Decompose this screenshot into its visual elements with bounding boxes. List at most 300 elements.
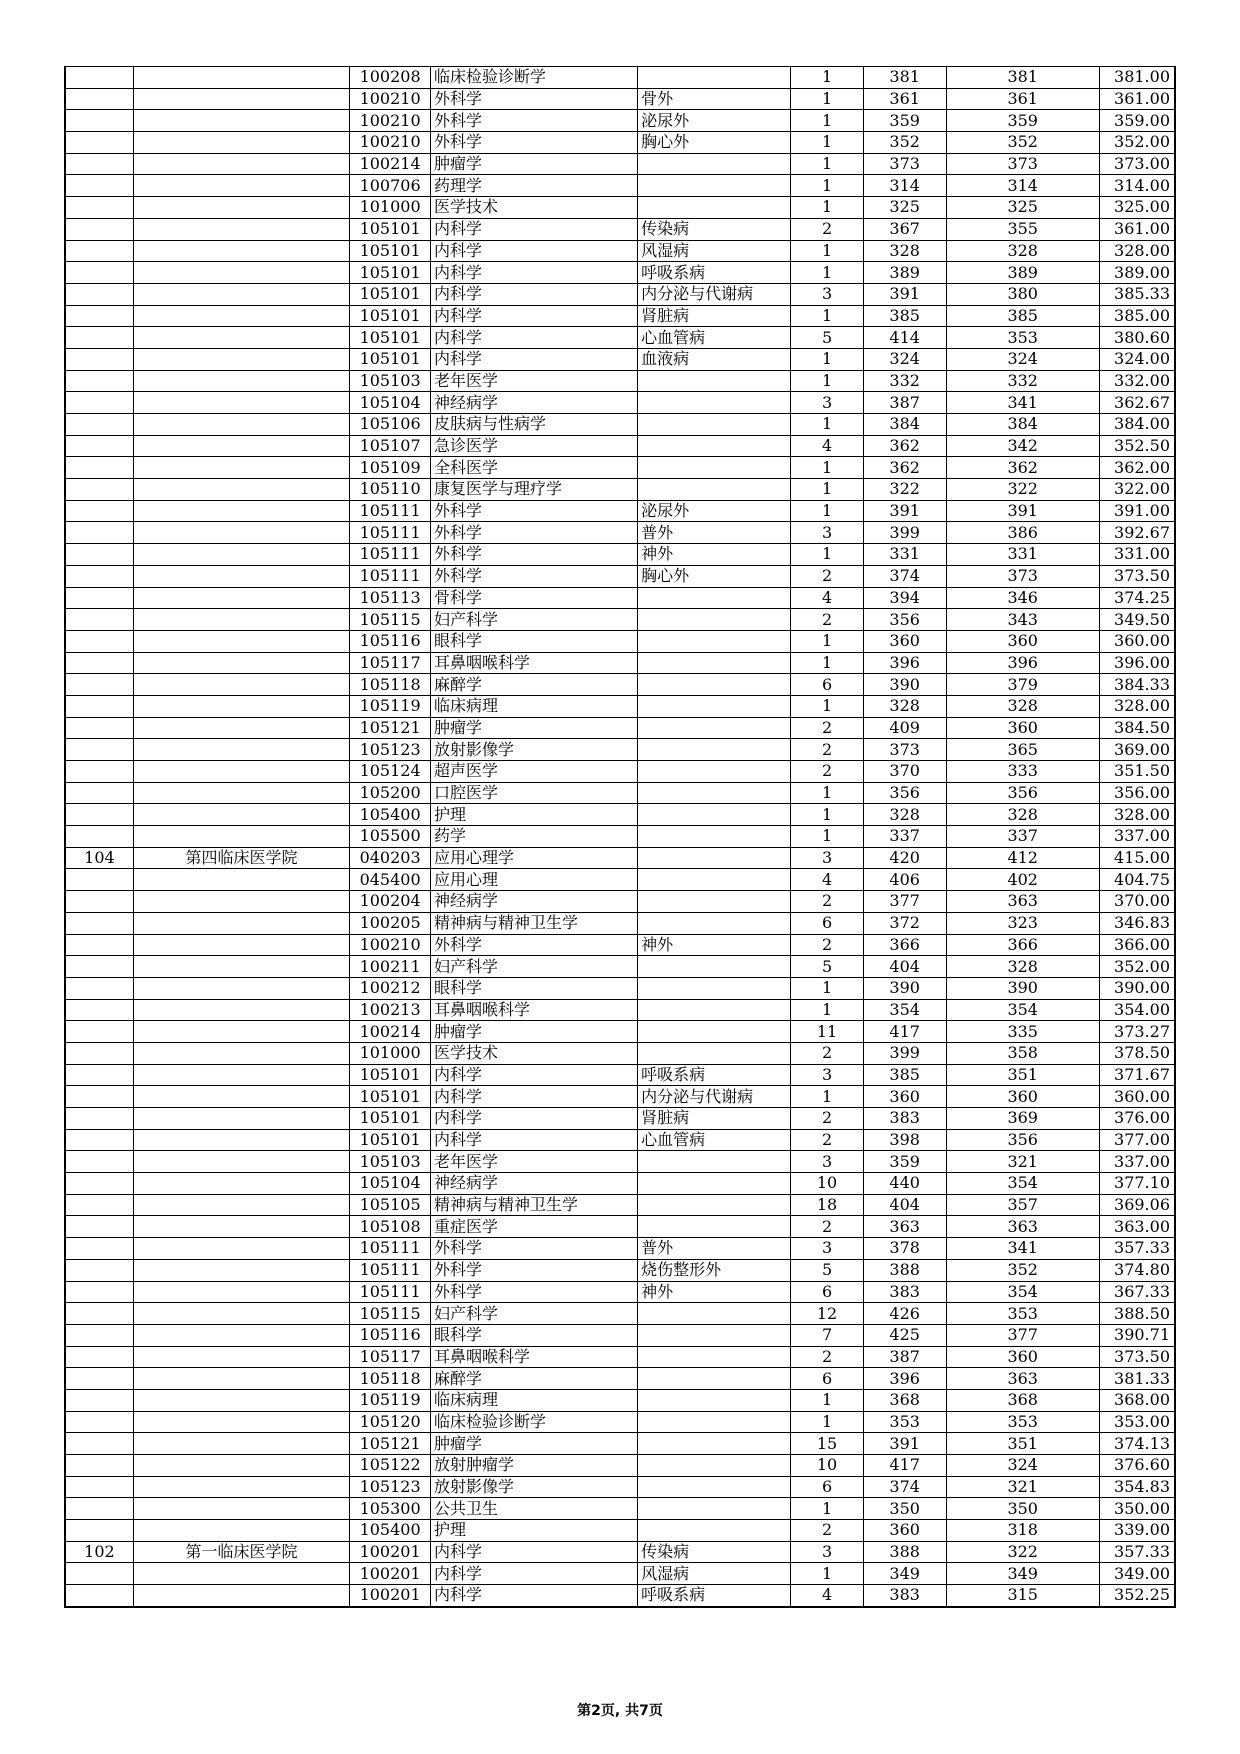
major-name-cell: 临床检验诊断学 xyxy=(430,67,637,89)
major-name-cell: 内科学 xyxy=(430,1541,637,1563)
major-name-cell: 耳鼻咽喉科学 xyxy=(430,652,637,674)
direction-cell xyxy=(638,1476,791,1498)
admitted-count-cell: 1 xyxy=(791,88,863,110)
avg-score-cell: 371.67 xyxy=(1099,1064,1175,1086)
major-code-cell: 105101 xyxy=(350,1129,431,1151)
avg-score-cell: 352.00 xyxy=(1099,956,1175,978)
admitted-count-cell: 5 xyxy=(791,1259,863,1281)
min-score-cell: 328 xyxy=(946,240,1099,262)
direction-cell: 普外 xyxy=(638,522,791,544)
college-name-cell xyxy=(133,891,349,913)
major-code-cell: 100208 xyxy=(350,67,431,89)
major-name-cell: 妇产科学 xyxy=(430,956,637,978)
max-score-cell: 374 xyxy=(863,1476,946,1498)
table-row xyxy=(65,153,1175,175)
avg-score-cell: 384.50 xyxy=(1099,717,1175,739)
admitted-count-cell: 1 xyxy=(791,197,863,219)
college-name-cell xyxy=(133,153,349,175)
direction-cell: 胸心外 xyxy=(638,132,791,154)
direction-cell xyxy=(638,1455,791,1477)
college-name-cell xyxy=(133,1433,349,1455)
avg-score-cell: 322.00 xyxy=(1099,479,1175,501)
avg-score-cell: 328.00 xyxy=(1099,804,1175,826)
major-code-cell: 105104 xyxy=(350,392,431,414)
min-score-cell: 386 xyxy=(946,522,1099,544)
direction-cell: 呼吸系病 xyxy=(638,1064,791,1086)
major-name-cell: 内科学 xyxy=(430,305,637,327)
major-name-cell: 药学 xyxy=(430,826,637,848)
avg-score-cell: 337.00 xyxy=(1099,826,1175,848)
avg-score-cell: 373.00 xyxy=(1099,153,1175,175)
major-code-cell: 105119 xyxy=(350,695,431,717)
major-code-cell: 105109 xyxy=(350,457,431,479)
admitted-count-cell: 6 xyxy=(791,1368,863,1390)
college-name-cell xyxy=(133,197,349,219)
direction-cell: 胸心外 xyxy=(638,565,791,587)
max-score-cell: 406 xyxy=(863,869,946,891)
unit-id-cell xyxy=(65,652,133,674)
avg-score-cell: 404.75 xyxy=(1099,869,1175,891)
unit-id-cell xyxy=(65,1086,133,1108)
table-row xyxy=(65,240,1175,262)
avg-score-cell: 350.00 xyxy=(1099,1498,1175,1520)
min-score-cell: 351 xyxy=(946,1064,1099,1086)
major-name-cell: 急诊医学 xyxy=(430,435,637,457)
major-name-cell: 眼科学 xyxy=(430,630,637,652)
college-name-cell xyxy=(133,869,349,891)
max-score-cell: 387 xyxy=(863,392,946,414)
max-score-cell: 359 xyxy=(863,110,946,132)
admitted-count-cell: 3 xyxy=(791,1151,863,1173)
max-score-cell: 399 xyxy=(863,1042,946,1064)
min-score-cell: 389 xyxy=(946,262,1099,284)
min-score-cell: 351 xyxy=(946,1433,1099,1455)
admitted-count-cell: 2 xyxy=(791,717,863,739)
max-score-cell: 360 xyxy=(863,1520,946,1542)
table-row xyxy=(65,1129,1175,1151)
table-row xyxy=(65,67,1175,89)
max-score-cell: 368 xyxy=(863,1389,946,1411)
major-code-cell: 100211 xyxy=(350,956,431,978)
major-code-cell: 105108 xyxy=(350,1216,431,1238)
major-name-cell: 老年医学 xyxy=(430,370,637,392)
major-code-cell: 105103 xyxy=(350,1151,431,1173)
min-score-cell: 363 xyxy=(946,1368,1099,1390)
college-name-cell xyxy=(133,67,349,89)
unit-id-cell xyxy=(65,1216,133,1238)
table-row xyxy=(65,934,1175,956)
major-code-cell: 105101 xyxy=(350,1064,431,1086)
admitted-count-cell: 6 xyxy=(791,674,863,696)
avg-score-cell: 374.80 xyxy=(1099,1259,1175,1281)
direction-cell: 骨外 xyxy=(638,88,791,110)
min-score-cell: 357 xyxy=(946,1194,1099,1216)
min-score-cell: 352 xyxy=(946,1259,1099,1281)
table-row xyxy=(65,522,1175,544)
unit-id-cell xyxy=(65,414,133,436)
table-row xyxy=(65,1194,1175,1216)
major-name-cell: 内科学 xyxy=(430,348,637,370)
admitted-count-cell: 2 xyxy=(791,761,863,783)
unit-id-cell xyxy=(65,110,133,132)
unit-id-cell xyxy=(65,1368,133,1390)
max-score-cell: 352 xyxy=(863,132,946,154)
major-code-cell: 105111 xyxy=(350,1238,431,1260)
direction-cell xyxy=(638,891,791,913)
min-score-cell: 343 xyxy=(946,609,1099,631)
unit-id-cell xyxy=(65,956,133,978)
avg-score-cell: 388.50 xyxy=(1099,1303,1175,1325)
avg-score-cell: 390.00 xyxy=(1099,977,1175,999)
college-name-cell xyxy=(133,1476,349,1498)
max-score-cell: 356 xyxy=(863,609,946,631)
major-code-cell: 105200 xyxy=(350,782,431,804)
college-name-cell xyxy=(133,522,349,544)
major-name-cell: 内科学 xyxy=(430,1563,637,1585)
major-code-cell: 105101 xyxy=(350,305,431,327)
major-code-cell: 105101 xyxy=(350,348,431,370)
unit-id-cell xyxy=(65,1042,133,1064)
major-name-cell: 麻醉学 xyxy=(430,1368,637,1390)
direction-cell xyxy=(638,153,791,175)
table-row xyxy=(65,1151,1175,1173)
major-code-cell: 100201 xyxy=(350,1541,431,1563)
avg-score-cell: 325.00 xyxy=(1099,197,1175,219)
college-name-cell xyxy=(133,609,349,631)
college-name-cell xyxy=(133,630,349,652)
college-name-cell xyxy=(133,804,349,826)
admitted-count-cell: 1 xyxy=(791,414,863,436)
major-name-cell: 护理 xyxy=(430,1520,637,1542)
min-score-cell: 356 xyxy=(946,782,1099,804)
college-name-cell xyxy=(133,1563,349,1585)
major-name-cell: 内科学 xyxy=(430,1086,637,1108)
college-name-cell xyxy=(133,674,349,696)
avg-score-cell: 391.00 xyxy=(1099,500,1175,522)
avg-score-cell: 374.13 xyxy=(1099,1433,1175,1455)
admitted-count-cell: 1 xyxy=(791,1498,863,1520)
major-name-cell: 精神病与精神卫生学 xyxy=(430,912,637,934)
max-score-cell: 409 xyxy=(863,717,946,739)
unit-id-cell xyxy=(65,370,133,392)
min-score-cell: 362 xyxy=(946,457,1099,479)
major-code-cell: 105101 xyxy=(350,218,431,240)
min-score-cell: 356 xyxy=(946,1129,1099,1151)
table-row xyxy=(65,88,1175,110)
admitted-count-cell: 6 xyxy=(791,1476,863,1498)
direction-cell: 泌尿外 xyxy=(638,500,791,522)
min-score-cell: 323 xyxy=(946,912,1099,934)
avg-score-cell: 352.50 xyxy=(1099,435,1175,457)
min-score-cell: 360 xyxy=(946,1086,1099,1108)
college-name-cell xyxy=(133,977,349,999)
max-score-cell: 390 xyxy=(863,977,946,999)
direction-cell: 传染病 xyxy=(638,218,791,240)
college-name-cell xyxy=(133,956,349,978)
table-row xyxy=(65,392,1175,414)
max-score-cell: 360 xyxy=(863,1086,946,1108)
major-code-cell: 105118 xyxy=(350,674,431,696)
admitted-count-cell: 1 xyxy=(791,457,863,479)
unit-id-cell xyxy=(65,1498,133,1520)
college-name-cell xyxy=(133,1086,349,1108)
major-name-cell: 应用心理 xyxy=(430,869,637,891)
avg-score-cell: 376.60 xyxy=(1099,1455,1175,1477)
direction-cell xyxy=(638,1498,791,1520)
direction-cell xyxy=(638,782,791,804)
max-score-cell: 328 xyxy=(863,804,946,826)
major-name-cell: 老年医学 xyxy=(430,1151,637,1173)
min-score-cell: 321 xyxy=(946,1151,1099,1173)
avg-score-cell: 392.67 xyxy=(1099,522,1175,544)
major-name-cell: 放射影像学 xyxy=(430,739,637,761)
major-name-cell: 外科学 xyxy=(430,522,637,544)
table-row xyxy=(65,999,1175,1021)
min-score-cell: 321 xyxy=(946,1476,1099,1498)
college-name-cell xyxy=(133,1389,349,1411)
college-name-cell xyxy=(133,110,349,132)
major-name-cell: 外科学 xyxy=(430,1238,637,1260)
major-name-cell: 全科医学 xyxy=(430,457,637,479)
major-code-cell: 105117 xyxy=(350,652,431,674)
min-score-cell: 381 xyxy=(946,67,1099,89)
admitted-count-cell: 2 xyxy=(791,1129,863,1151)
direction-cell xyxy=(638,999,791,1021)
direction-cell xyxy=(638,761,791,783)
college-name-cell xyxy=(133,1021,349,1043)
major-code-cell: 105120 xyxy=(350,1411,431,1433)
admitted-count-cell: 2 xyxy=(791,218,863,240)
college-name-cell xyxy=(133,1129,349,1151)
major-code-cell: 105106 xyxy=(350,414,431,436)
college-name-cell xyxy=(133,240,349,262)
avg-score-cell: 367.33 xyxy=(1099,1281,1175,1303)
unit-id-cell xyxy=(65,544,133,566)
min-score-cell: 390 xyxy=(946,977,1099,999)
max-score-cell: 388 xyxy=(863,1541,946,1563)
unit-id-cell xyxy=(65,1585,133,1607)
table-row xyxy=(65,1303,1175,1325)
min-score-cell: 354 xyxy=(946,1281,1099,1303)
direction-cell xyxy=(638,977,791,999)
direction-cell: 神外 xyxy=(638,1281,791,1303)
table-row xyxy=(65,1585,1175,1607)
unit-id-cell xyxy=(65,153,133,175)
college-name-cell xyxy=(133,761,349,783)
admitted-count-cell: 1 xyxy=(791,240,863,262)
direction-cell xyxy=(638,847,791,869)
min-score-cell: 333 xyxy=(946,761,1099,783)
unit-id-cell xyxy=(65,175,133,197)
table-row xyxy=(65,544,1175,566)
table-row xyxy=(65,761,1175,783)
max-score-cell: 396 xyxy=(863,1368,946,1390)
college-name-cell: 第四临床医学院 xyxy=(133,847,349,869)
major-name-cell: 内科学 xyxy=(430,1129,637,1151)
direction-cell xyxy=(638,869,791,891)
major-code-cell: 105300 xyxy=(350,1498,431,1520)
unit-id-cell xyxy=(65,1064,133,1086)
admitted-count-cell: 1 xyxy=(791,370,863,392)
table-row xyxy=(65,197,1175,219)
college-name-cell xyxy=(133,370,349,392)
direction-cell xyxy=(638,1346,791,1368)
admitted-count-cell: 3 xyxy=(791,1064,863,1086)
max-score-cell: 366 xyxy=(863,934,946,956)
admitted-count-cell: 12 xyxy=(791,1303,863,1325)
avg-score-cell: 374.25 xyxy=(1099,587,1175,609)
min-score-cell: 377 xyxy=(946,1324,1099,1346)
avg-score-cell: 378.50 xyxy=(1099,1042,1175,1064)
admitted-count-cell: 2 xyxy=(791,739,863,761)
college-name-cell xyxy=(133,305,349,327)
admitted-count-cell: 1 xyxy=(791,1411,863,1433)
admitted-count-cell: 1 xyxy=(791,132,863,154)
max-score-cell: 396 xyxy=(863,652,946,674)
admitted-count-cell: 1 xyxy=(791,1389,863,1411)
unit-id-cell xyxy=(65,739,133,761)
avg-score-cell: 352.25 xyxy=(1099,1585,1175,1607)
direction-cell xyxy=(638,1389,791,1411)
min-score-cell: 379 xyxy=(946,674,1099,696)
avg-score-cell: 385.00 xyxy=(1099,305,1175,327)
avg-score-cell: 376.00 xyxy=(1099,1108,1175,1130)
min-score-cell: 385 xyxy=(946,305,1099,327)
table-row xyxy=(65,479,1175,501)
max-score-cell: 353 xyxy=(863,1411,946,1433)
min-score-cell: 361 xyxy=(946,88,1099,110)
min-score-cell: 346 xyxy=(946,587,1099,609)
major-code-cell: 105111 xyxy=(350,544,431,566)
max-score-cell: 362 xyxy=(863,457,946,479)
direction-cell xyxy=(638,804,791,826)
min-score-cell: 402 xyxy=(946,869,1099,891)
unit-id-cell xyxy=(65,1021,133,1043)
direction-cell xyxy=(638,457,791,479)
unit-id-cell xyxy=(65,283,133,305)
unit-id-cell xyxy=(65,1108,133,1130)
direction-cell: 肾脏病 xyxy=(638,305,791,327)
major-name-cell: 精神病与精神卫生学 xyxy=(430,1194,637,1216)
max-score-cell: 420 xyxy=(863,847,946,869)
admitted-count-cell: 1 xyxy=(791,175,863,197)
table-row xyxy=(65,218,1175,240)
major-name-cell: 内科学 xyxy=(430,218,637,240)
min-score-cell: 328 xyxy=(946,956,1099,978)
direction-cell: 风湿病 xyxy=(638,240,791,262)
avg-score-cell: 360.00 xyxy=(1099,1086,1175,1108)
min-score-cell: 360 xyxy=(946,630,1099,652)
admitted-count-cell: 1 xyxy=(791,110,863,132)
direction-cell xyxy=(638,695,791,717)
max-score-cell: 384 xyxy=(863,414,946,436)
major-name-cell: 外科学 xyxy=(430,500,637,522)
major-name-cell: 肿瘤学 xyxy=(430,1433,637,1455)
avg-score-cell: 361.00 xyxy=(1099,218,1175,240)
major-code-cell: 105116 xyxy=(350,630,431,652)
direction-cell xyxy=(638,1194,791,1216)
admitted-count-cell: 1 xyxy=(791,695,863,717)
direction-cell xyxy=(638,1303,791,1325)
table-row xyxy=(65,1042,1175,1064)
table-row xyxy=(65,262,1175,284)
admitted-count-cell: 1 xyxy=(791,479,863,501)
max-score-cell: 337 xyxy=(863,826,946,848)
major-code-cell: 040203 xyxy=(350,847,431,869)
major-name-cell: 骨科学 xyxy=(430,587,637,609)
direction-cell: 普外 xyxy=(638,1238,791,1260)
college-name-cell xyxy=(133,912,349,934)
avg-score-cell: 385.33 xyxy=(1099,283,1175,305)
admitted-count-cell: 1 xyxy=(791,977,863,999)
major-code-cell: 100214 xyxy=(350,153,431,175)
max-score-cell: 370 xyxy=(863,761,946,783)
direction-cell xyxy=(638,1042,791,1064)
max-score-cell: 356 xyxy=(863,782,946,804)
min-score-cell: 314 xyxy=(946,175,1099,197)
major-name-cell: 内科学 xyxy=(430,262,637,284)
admitted-count-cell: 2 xyxy=(791,565,863,587)
major-code-cell: 100210 xyxy=(350,88,431,110)
unit-id-cell xyxy=(65,88,133,110)
min-score-cell: 337 xyxy=(946,826,1099,848)
unit-id-cell xyxy=(65,1324,133,1346)
admitted-count-cell: 15 xyxy=(791,1433,863,1455)
major-code-cell: 105101 xyxy=(350,240,431,262)
unit-id-cell xyxy=(65,934,133,956)
major-code-cell: 100201 xyxy=(350,1563,431,1585)
admitted-count-cell: 1 xyxy=(791,348,863,370)
table-row xyxy=(65,956,1175,978)
unit-id-cell xyxy=(65,392,133,414)
direction-cell: 神外 xyxy=(638,544,791,566)
major-name-cell: 神经病学 xyxy=(430,1173,637,1195)
min-score-cell: 341 xyxy=(946,1238,1099,1260)
direction-cell: 风湿病 xyxy=(638,1563,791,1585)
major-name-cell: 内科学 xyxy=(430,1585,637,1607)
major-code-cell: 105123 xyxy=(350,1476,431,1498)
min-score-cell: 354 xyxy=(946,1173,1099,1195)
college-name-cell xyxy=(133,175,349,197)
max-score-cell: 328 xyxy=(863,240,946,262)
major-code-cell: 100210 xyxy=(350,110,431,132)
major-code-cell: 100201 xyxy=(350,1585,431,1607)
major-code-cell: 100214 xyxy=(350,1021,431,1043)
direction-cell xyxy=(638,479,791,501)
table-row xyxy=(65,652,1175,674)
min-score-cell: 368 xyxy=(946,1389,1099,1411)
major-code-cell: 105400 xyxy=(350,804,431,826)
major-name-cell: 外科学 xyxy=(430,1281,637,1303)
major-code-cell: 105111 xyxy=(350,500,431,522)
max-score-cell: 398 xyxy=(863,1129,946,1151)
major-code-cell: 100210 xyxy=(350,934,431,956)
direction-cell xyxy=(638,739,791,761)
max-score-cell: 360 xyxy=(863,630,946,652)
major-name-cell: 眼科学 xyxy=(430,977,637,999)
table-row xyxy=(65,1368,1175,1390)
avg-score-cell: 332.00 xyxy=(1099,370,1175,392)
unit-id-cell xyxy=(65,1259,133,1281)
unit-id-cell xyxy=(65,262,133,284)
major-name-cell: 药理学 xyxy=(430,175,637,197)
major-code-cell: 105124 xyxy=(350,761,431,783)
unit-id-cell xyxy=(65,1173,133,1195)
min-score-cell: 315 xyxy=(946,1585,1099,1607)
unit-id-cell xyxy=(65,327,133,349)
major-code-cell: 105105 xyxy=(350,1194,431,1216)
admission-score-table xyxy=(64,66,1176,1608)
